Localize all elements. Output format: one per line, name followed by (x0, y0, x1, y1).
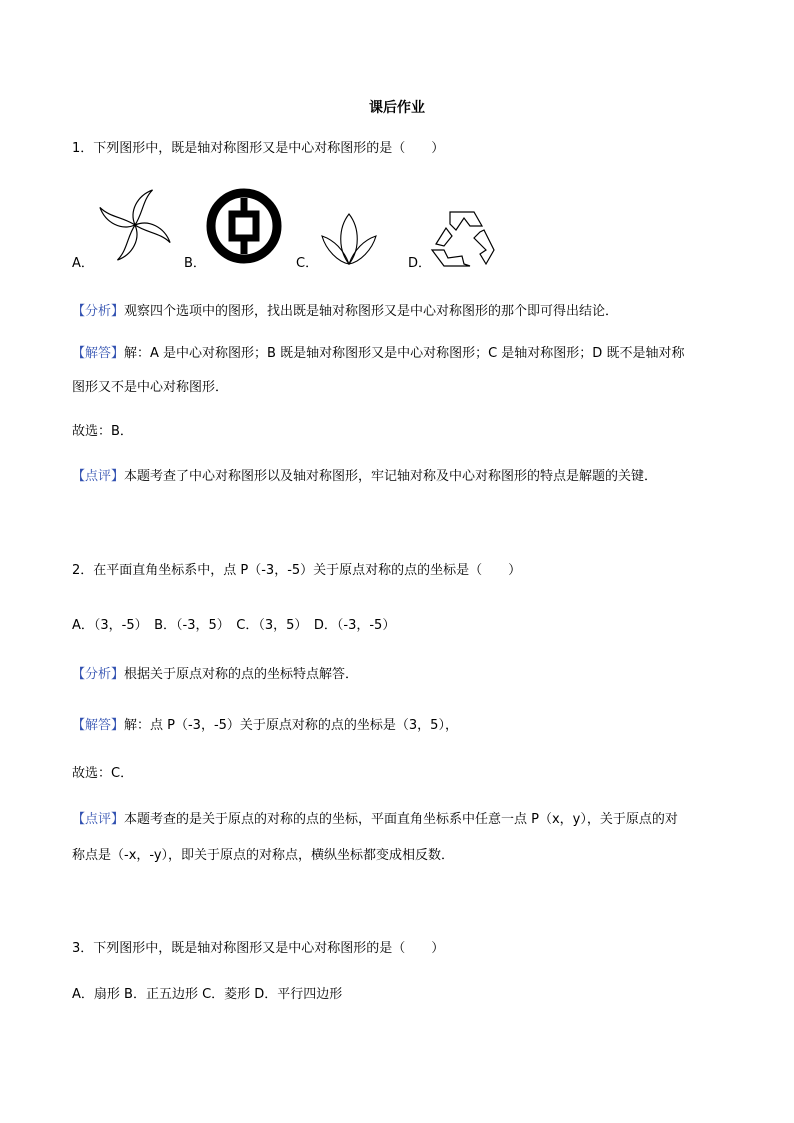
analysis-text: 根据关于原点对称的点的坐标特点解答． (124, 667, 359, 682)
page-title: 课后作业 (369, 100, 425, 116)
answer-text-line-1: 解：A 是中心对称图形；B 既是轴对称图形又是中心对称图形；C 是轴对称图形；D 既不是轴对称 (124, 346, 685, 361)
q2-comment (72, 812, 678, 828)
q2-answer (72, 718, 458, 734)
pinwheel-icon (96, 186, 174, 264)
q2-analysis (72, 667, 358, 683)
q1-option-b: B． (184, 256, 206, 271)
answer-tag: 【解答】 (72, 718, 125, 733)
answer-tag: 【解答】 (72, 346, 125, 361)
comment-tag: 【点评】 (72, 469, 125, 484)
q2-options: A．（3，-5） B．（-3，5） C．（3，5） D．（-3，-5） (72, 618, 396, 633)
comment-text-line-1: 本题考查的是关于原点的对称的点的坐标，平面直角坐标系中任意一点 P（x，y），关于原点的对 (124, 812, 678, 827)
q2-stem: 2．在平面直角坐标系中，点 P（-3，-5）关于原点对称的点的坐标是（ ） (72, 563, 522, 578)
recycle-triangle-icon (430, 210, 496, 268)
comment-text-line-2: 称点是（-x，-y），即关于原点的对称点，横纵坐标都变成相反数． (72, 848, 455, 863)
answer-text-line-2: 图形又不是中心对称图形． (72, 380, 229, 395)
q1-choice: 故选：B． (72, 424, 133, 439)
q1-comment (72, 469, 657, 485)
answer-text: 解：点 P（-3，-5）关于原点对称的点的坐标是（3，5）， (124, 718, 458, 733)
q1-analysis (72, 304, 618, 320)
comment-tag: 【点评】 (72, 812, 125, 827)
lotus-icon (318, 210, 380, 268)
q1-option-a: A． (72, 256, 94, 271)
analysis-text: 观察四个选项中的图形，找出既是轴对称图形又是中心对称图形的那个即可得出结论． (124, 304, 619, 319)
q1-option-c: C． (296, 256, 319, 271)
comment-text: 本题考查了中心对称图形以及轴对称图形，牢记轴对称及中心对称图形的特点是解题的关键． (124, 469, 658, 484)
q1-stem: 1．下列图形中，既是轴对称图形又是中心对称图形的是（ ） (72, 141, 445, 156)
coin-emblem-icon (204, 186, 284, 266)
q2-choice: 故选：C． (72, 766, 134, 781)
analysis-tag: 【分析】 (72, 304, 125, 319)
analysis-tag: 【分析】 (72, 667, 125, 682)
q3-stem: 3．下列图形中，既是轴对称图形又是中心对称图形的是（ ） (72, 941, 445, 956)
q1-option-d: D． (408, 256, 432, 271)
q1-answer (72, 346, 684, 362)
q3-options: A．扇形 B．正五边形 C．菱形 D．平行四边形 (72, 987, 343, 1002)
